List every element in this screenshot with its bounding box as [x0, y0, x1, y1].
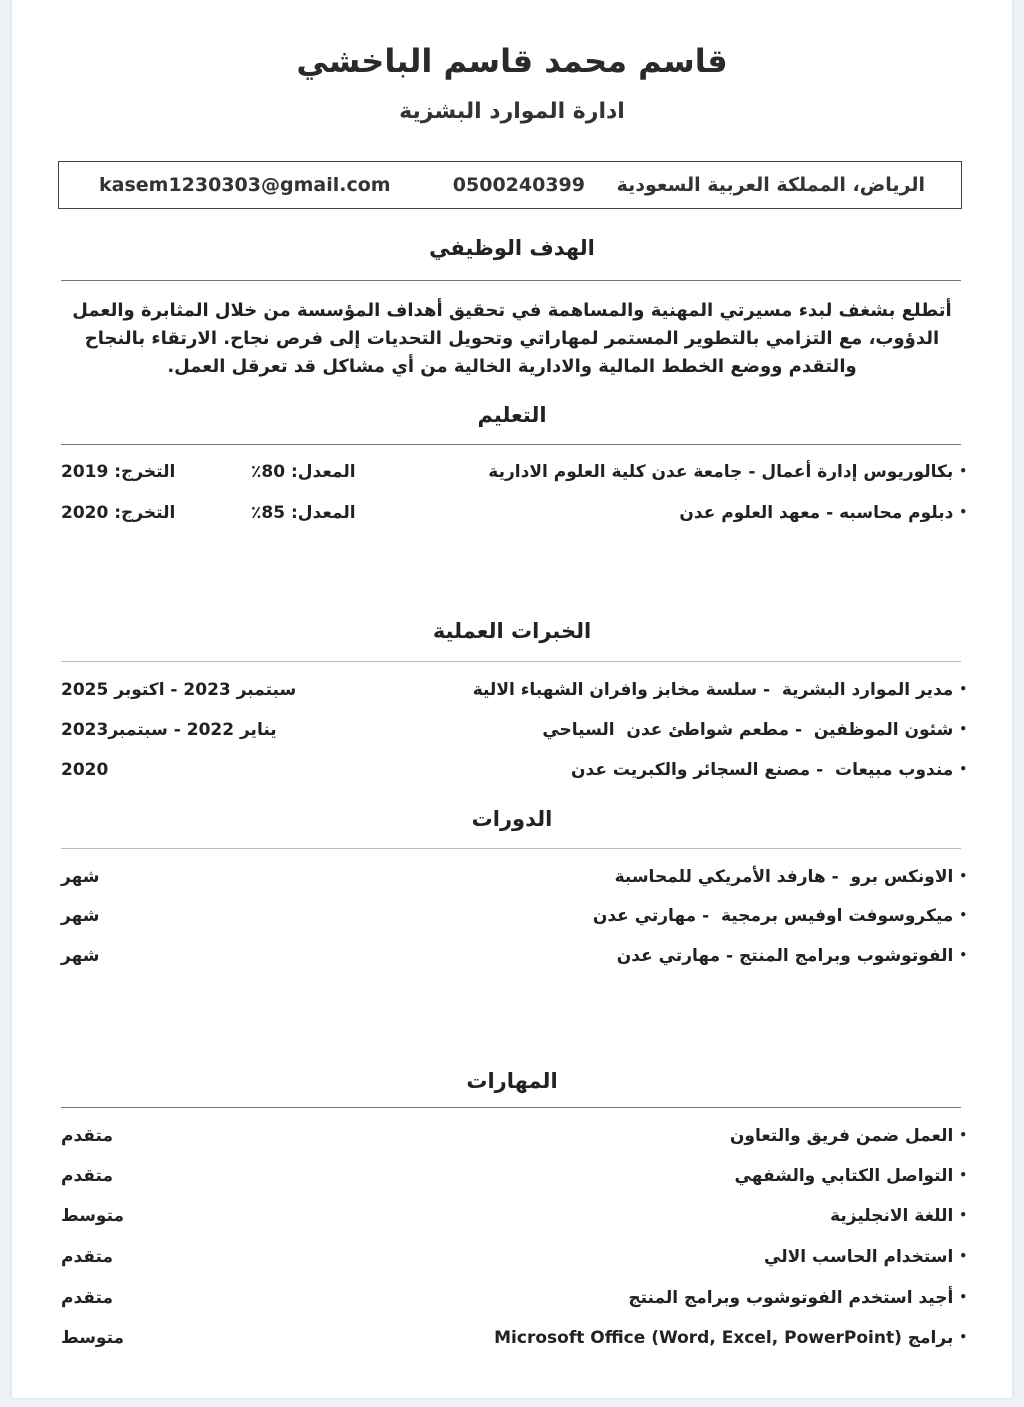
skill-level: متقدم	[61, 1126, 113, 1146]
courses-divider	[61, 848, 961, 849]
bullet-icon: •	[959, 1128, 967, 1142]
education-degree: بكالوريوس إدارة أعمال - جامعة عدن كلية العلوم الادارية	[488, 462, 954, 482]
objective-divider	[61, 280, 961, 281]
bullet-icon: •	[959, 908, 967, 922]
education-gpa: المعدل: 85٪	[251, 503, 356, 523]
skill-item	[61, 1288, 967, 1314]
contact-email: kasem1230303@gmail.com	[99, 174, 391, 196]
course-name: الاونكس برو - هارفد الأمريكي للمحاسبة	[614, 867, 954, 887]
bullet-icon: •	[959, 1208, 967, 1222]
bullet-icon: •	[959, 464, 967, 478]
bullet-icon: •	[959, 722, 967, 736]
education-item	[61, 462, 967, 488]
skills-divider	[61, 1107, 961, 1108]
skill-name: استخدام الحاسب الالي	[764, 1247, 954, 1267]
experience-item	[61, 720, 967, 746]
bullet-icon: •	[959, 1168, 967, 1182]
education-graduation: التخرج: 2019	[61, 462, 176, 482]
contact-location: الرياض، المملكة العربية السعودية	[616, 174, 925, 196]
experience-item	[61, 760, 967, 786]
skill-name: العمل ضمن فريق والتعاون	[729, 1126, 954, 1146]
bullet-icon: •	[959, 869, 967, 883]
skill-level: متقدم	[61, 1288, 113, 1308]
objective-text: أتطلع بشغف لبدء مسيرتي المهنية والمساهمة في تحقيق أهداف المؤسسة من خلال المثابرة والعمل الدؤوب، مع التزامي بالتطوير المستمر لمهاراتي وتحويل التحديات إلى فرص نجاح. الارتقاء بالنجاح والتقدم ووضع الخطط المالية والادارية الخالية من أي مشاكل قد تعرقل العمل.	[72, 300, 952, 377]
skill-level: متوسط	[61, 1328, 125, 1348]
experience-role: مندوب مبيعات - مصنع السجائر والكبريت عدن	[571, 760, 954, 780]
bullet-icon: •	[959, 1330, 967, 1344]
course-duration: شهر	[61, 906, 100, 926]
courses-heading: الدورات	[471, 807, 553, 831]
contact-phone: 0500240399	[452, 174, 585, 196]
skill-level: متقدم	[61, 1166, 113, 1186]
skills-heading: المهارات	[466, 1069, 558, 1093]
education-item	[61, 503, 967, 529]
course-item	[61, 946, 967, 972]
education-heading: التعليم	[477, 403, 547, 427]
bullet-icon: •	[959, 505, 967, 519]
experience-item	[61, 680, 967, 706]
education-gpa: المعدل: 80٪	[251, 462, 356, 482]
skill-name: أجيد استخدم الفوتوشوب وبرامج المنتج	[628, 1288, 954, 1308]
experience-period: 2020	[61, 760, 109, 780]
bullet-icon: •	[959, 1290, 967, 1304]
bullet-icon: •	[959, 682, 967, 696]
course-duration: شهر	[61, 946, 100, 966]
contact-box	[58, 161, 962, 209]
experience-heading: الخبرات العملية	[432, 619, 592, 643]
skill-item	[61, 1166, 967, 1192]
education-degree: دبلوم محاسبه - معهد العلوم عدن	[679, 503, 954, 523]
course-duration: شهر	[61, 867, 100, 887]
skill-name: برامج Microsoft Office (Word, Excel, PowerPoint)	[494, 1328, 954, 1348]
candidate-job-title: ادارة الموارد البشزية	[399, 99, 625, 124]
skill-item	[61, 1206, 967, 1232]
experience-divider	[61, 661, 961, 662]
skill-level: متوسط	[61, 1206, 125, 1226]
course-item	[61, 867, 967, 893]
education-graduation: التخرج: 2020	[61, 503, 176, 523]
resume-page	[12, 0, 1012, 1398]
experience-role: مدير الموارد البشرية - سلسة مخابز وافران الشهباء الالية	[472, 680, 954, 700]
skill-item	[61, 1247, 967, 1273]
bullet-icon: •	[959, 762, 967, 776]
course-name: ميكروسوفت اوفيس برمجية - مهارتي عدن	[592, 906, 954, 926]
skill-level: متقدم	[61, 1247, 113, 1267]
skill-name: اللغة الانجليزية	[830, 1206, 954, 1226]
skill-item	[61, 1328, 967, 1354]
bullet-icon: •	[959, 1249, 967, 1263]
objective-heading: الهدف الوظيفي	[429, 236, 595, 260]
education-divider	[61, 444, 961, 445]
experience-role: شئون الموظفين - مطعم شواطئ عدن السياحي	[542, 720, 954, 740]
experience-period: سبتمبر 2023 - اكتوبر 2025	[61, 680, 297, 700]
experience-period: يناير 2022 - سبتمبر2023	[61, 720, 277, 740]
bullet-icon: •	[959, 948, 967, 962]
skill-name: التواصل الكتابي والشفهي	[734, 1166, 954, 1186]
course-name: الفوتوشوب وبرامج المنتج - مهارتي عدن	[616, 946, 954, 966]
skill-item	[61, 1126, 967, 1152]
candidate-name: قاسم محمد قاسم الباخشي	[296, 42, 728, 80]
course-item	[61, 906, 967, 932]
